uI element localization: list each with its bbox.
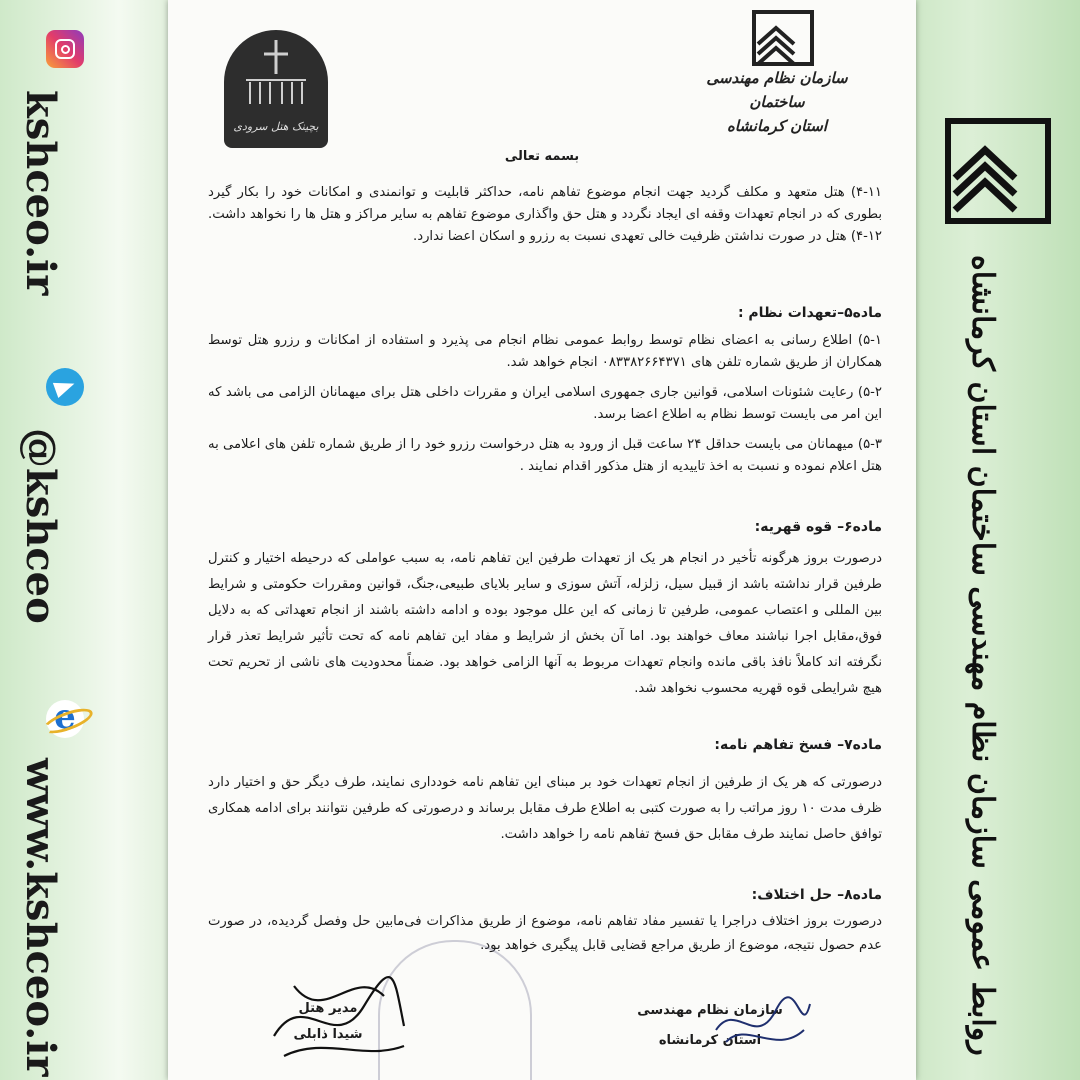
signature-hotel-line2: شیدا ذابلی xyxy=(293,1027,363,1042)
document-page xyxy=(168,0,916,1080)
signature-org-scribble xyxy=(706,990,816,1060)
clause-5-3: ۵-۳) میهمانان می بایست حداقل ۲۴ ساعت قبل از ورود به هتل درخواست رزرو خود را از طریق شماره تلفن های اعلامی به هتل اعلام نموده و نسبت به اخذ تاییدیه از هتل مذکور اقدام نمایند . xyxy=(208,437,883,474)
hotel-emblem-icon xyxy=(224,30,328,120)
instagram-icon[interactable] xyxy=(46,30,84,68)
org-name xyxy=(702,66,852,138)
article7-text: درصورتی که هر یک از طرفین از انجام تعهدات خود بر مبنای این تفاهم نامه خودداری نمایند، طرف دیگر حق و اختیار دارد ظرف مدت ۱۰ روز مراتب را به صورت کتبی به اطلاع طرف مقابل برساند و درصورتی که طرفین نتوانند برای ادامه همکاری توافق حاصل نمایند طرف مقابل حق فسخ تفاهم نامه را خواهد داشت. xyxy=(208,775,882,842)
org-name-line1: سازمان نظام مهندسی ساختمان xyxy=(706,69,848,111)
telegram-handle[interactable]: @kshceo xyxy=(17,428,64,624)
left-social-strip xyxy=(0,0,130,1080)
nezam-mohandesi-logo-icon xyxy=(945,118,1051,224)
article6-text: درصورت بروز هرگونه تأخیر در انجام هر یک از تعهدات طرفین این تفاهم نامه، به سبب عواملی که درحیطه اختیار و کنترل طرفین قرار نداشته باشد از قبیل سیل، زلزله، آتش سوزی و سایر بلایای طبیعی،جنگ، قوانین ومقررات حکومتی و شرایط بین المللی و اعتصاب عمومی، طرفین تا زمانی که این علل موجود بوده و ادامه داشته باشند از انجام تعهداتی که به دلایل فوق،مقابل اجرا نباشند معاف خواهند بود. اما آن بخش از شرایط و مفاد این تفاهم نامه که تحت تأثیر شرایط تعذر قرار نگرفته اند کاملاً نافذ باقی مانده وانجام تعهدات مربوط به آنها الزامی خواهد بود. ضمناً محدودیت های ناشی از تحریم تحت هیچ شرایطی قوه قهریه محسوب نخواهد شد. xyxy=(208,551,882,696)
article8-heading: ماده۸– حل اختلاف: xyxy=(751,887,882,903)
org-name-line2: استان کرمانشاه xyxy=(726,117,828,135)
telegram-icon[interactable] xyxy=(46,368,84,406)
article5-clauses xyxy=(208,330,882,478)
article5-heading: ماده۵–تعهدات نظام : xyxy=(737,305,882,321)
article7-heading: ماده۷– فسخ تفاهم نامه: xyxy=(714,737,882,753)
article6-heading: ماده۶– قوه قهریه: xyxy=(754,519,882,535)
website-text-top[interactable]: kshceo.ir xyxy=(17,90,64,296)
signature-hotel-scribble xyxy=(264,966,414,1066)
signature-org-line2: استان کرمانشاه xyxy=(658,1033,762,1048)
clause-5-1: ۵-۱) اطلاع رسانی به اعضای نظام توسط روابط عمومی نظام انجام می پذیرد و استفاده از امکانات و رزرو هتل توسط همکاران از طریق شماره تلفن های ۰۸۳۳۸۲۶۶۴۳۷۱ انجام خواهد شد. xyxy=(208,333,882,370)
signature-hotel-line1: مدیر هتل xyxy=(298,1001,358,1016)
internet-explorer-icon[interactable]: e xyxy=(46,700,84,738)
website-text-bottom[interactable]: www.kshceo.ir xyxy=(17,758,64,1077)
clauses-4 xyxy=(208,182,882,248)
vertical-title: روابط عمومی سازمان نظام مهندسی ساختمان استان کرمانشاه xyxy=(965,255,1000,1056)
bismillah: بسمه تعالی xyxy=(504,149,580,164)
org-logo-icon xyxy=(752,10,816,68)
clause-5-2: ۵-۲) رعایت شئونات اسلامی، قوانین جاری جمهوری اسلامی ایران و مقررات داخلی هتل برای میهمانان الزامی می باشد که این امر می بایست توسط نظام به اطلاع اعضا برسد. xyxy=(208,385,882,422)
signature-org-line1: سازمان نظام مهندسی xyxy=(637,1003,783,1018)
clause-4-12: ۴-۱۲) هتل در صورت نداشتن ظرفیت خالی تعهدی نسبت به رزرو و اسکان اعضا ندارد. xyxy=(413,229,882,244)
clause-4-11: ۴-۱۱) هتل متعهد و مکلف گردید جهت انجام موضوع تفاهم نامه، حداکثر قابلیت و توانمندی و امکانات خود را بکار گیرد بطوری که در انجام تعهدات وقفه ای ایجاد نگردد و هتل حق واگذاری موضوع تفاهم به سایر مراکز و هتل ها را نخواهد داشت. xyxy=(208,185,882,222)
article8-text: درصورت بروز اختلاف دراجرا یا تفسیر مفاد تفاهم نامه، موضوع از طریق مذاکرات فی‌مابین حل وفصل گردیده، در صورت عدم حصول نتیجه، موضوع از طریق مراجع قضایی قابل پیگیری خواهد بود. xyxy=(208,914,882,953)
hotel-emblem xyxy=(224,30,328,148)
hotel-caption: بچینک هتل سرودی xyxy=(233,120,319,133)
